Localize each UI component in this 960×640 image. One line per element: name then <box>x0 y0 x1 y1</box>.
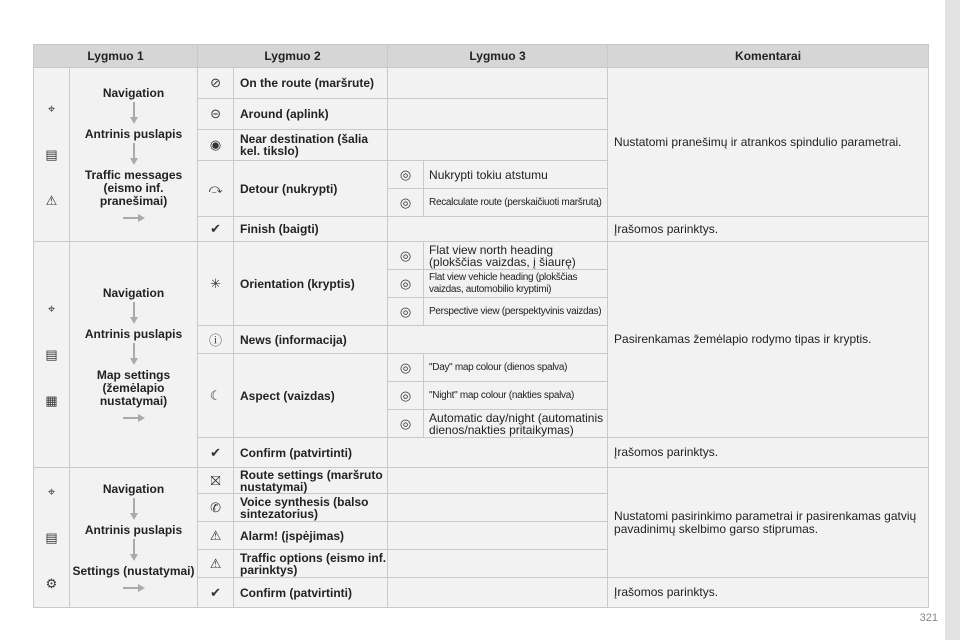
header-level-1: Lygmuo 1 <box>34 45 198 68</box>
navigation-icon: ⌖ <box>47 100 56 116</box>
level2-item: Traffic options (eismo inf. parinktys) <box>234 550 388 578</box>
menu-path <box>70 242 198 468</box>
arrow-down-icon <box>130 143 138 165</box>
navigation-icon: ⌖ <box>47 483 56 499</box>
level2-item: Detour (nukrypti) <box>234 161 388 217</box>
path-navigation: Navigation <box>102 86 165 100</box>
option-icon: ◎ <box>388 270 424 298</box>
level2-item: On the route (maršrute) <box>234 68 388 99</box>
detour-icon: ⤼ <box>198 161 234 217</box>
comment: Nustatomi pasirinkimo parametrai ir pasirenkamas gatvių pavadinimų skelbimo garso stiprumas. <box>608 468 929 578</box>
check-icon: ✔ <box>198 217 234 242</box>
path-leaf: Map settings (žemėlapio nustatymai) <box>96 368 171 408</box>
compass-icon: ✳ <box>198 242 234 326</box>
destination-icon: ◉ <box>198 130 234 161</box>
option-icon: ◎ <box>388 298 424 326</box>
empty-cell <box>388 217 608 242</box>
section-icons <box>34 242 70 468</box>
level2-item: Confirm (patvirtinti) <box>234 438 388 468</box>
level3-item: Flat view vehicle heading (plokščias vaizdas, automobilio kryptimi) <box>424 270 608 298</box>
empty-cell <box>388 68 608 99</box>
level2-item: Route settings (maršruto nustatymai) <box>234 468 388 494</box>
info-icon: ⓘ <box>198 326 234 354</box>
finish-comment: Įrašomos parinktys. <box>608 438 929 468</box>
empty-cell <box>388 494 608 522</box>
path-submenu: Antrinis puslapis <box>84 327 183 341</box>
route-icon: ⊘ <box>198 68 234 99</box>
submenu-icon: ▤ <box>45 146 58 162</box>
level3-item: "Night" map colour (nakties spalva) <box>424 382 608 410</box>
submenu-icon: ▤ <box>45 529 58 545</box>
level2-item: Near destination (šalia kel. tikslo) <box>234 130 388 161</box>
table-row <box>34 242 929 270</box>
menu-path <box>70 468 198 608</box>
level2-item: Aspect (vaizdas) <box>234 354 388 438</box>
header-level-3: Lygmuo 3 <box>388 45 608 68</box>
traffic-icon: ⚠ <box>45 192 58 208</box>
level3-item: Automatic day/night (automatinis dienos/nakties pritaikymas) <box>424 410 608 438</box>
empty-cell <box>388 550 608 578</box>
option-icon: ◎ <box>388 189 424 217</box>
settings-icon: ⚙ <box>45 575 58 591</box>
level3-item: Nukrypti tokiu atstumu <box>424 161 608 189</box>
path-navigation: Navigation <box>102 482 165 496</box>
empty-cell <box>388 326 608 354</box>
option-icon: ◎ <box>388 354 424 382</box>
level2-item: Finish (baigti) <box>234 217 388 242</box>
option-icon: ◎ <box>388 382 424 410</box>
day-night-icon: ☾ <box>198 354 234 438</box>
arrow-right-icon <box>123 414 145 422</box>
empty-cell <box>388 438 608 468</box>
option-icon: ◎ <box>388 410 424 438</box>
voice-icon: ✆ <box>198 494 234 522</box>
around-icon: ⊝ <box>198 99 234 130</box>
arrow-right-icon <box>123 214 145 222</box>
path-leaf: Traffic messages (eismo inf. pranešimai) <box>84 168 183 208</box>
comment: Pasirenkamas žemėlapio rodymo tipas ir kryptis. <box>608 242 929 438</box>
menu-path <box>70 68 198 242</box>
page-number: 321 <box>919 612 938 624</box>
check-icon: ✔ <box>198 578 234 608</box>
arrow-down-icon <box>130 102 138 124</box>
arrow-down-icon <box>130 302 138 324</box>
header-level-2: Lygmuo 2 <box>198 45 388 68</box>
path-submenu: Antrinis puslapis <box>84 127 183 141</box>
alarm-icon: ⚠ <box>198 522 234 550</box>
arrow-down-icon <box>130 498 138 520</box>
level2-item: Around (aplink) <box>234 99 388 130</box>
empty-cell <box>388 468 608 494</box>
empty-cell <box>388 130 608 161</box>
level3-item: Flat view north heading (plokščias vaizdas, į šiaurę) <box>424 242 608 270</box>
arrow-down-icon <box>130 343 138 365</box>
level2-item: News (informacija) <box>234 326 388 354</box>
check-icon: ✔ <box>198 438 234 468</box>
empty-cell <box>388 99 608 130</box>
empty-cell <box>388 522 608 550</box>
arrow-down-icon <box>130 539 138 561</box>
path-navigation: Navigation <box>102 286 165 300</box>
path-submenu: Antrinis puslapis <box>84 523 183 537</box>
option-icon: ◎ <box>388 242 424 270</box>
path-leaf: Settings (nustatymai) <box>72 564 195 578</box>
section-icons <box>34 468 70 608</box>
menu-table <box>33 44 929 608</box>
comment: Nustatomi pranešimų ir atrankos spindulio parametrai. <box>608 68 929 217</box>
level3-item: Perspective view (perspektyvinis vaizdas) <box>424 298 608 326</box>
arrow-right-icon <box>123 584 145 592</box>
level3-item: "Day" map colour (dienos spalva) <box>424 354 608 382</box>
map-grid-icon: ▦ <box>45 392 58 408</box>
table-row <box>34 68 929 99</box>
header-comments: Komentarai <box>608 45 929 68</box>
level2-item: Alarm! (įspėjimas) <box>234 522 388 550</box>
finish-comment: Įrašomos parinktys. <box>608 217 929 242</box>
submenu-icon: ▤ <box>45 346 58 362</box>
level2-item: Confirm (patvirtinti) <box>234 578 388 608</box>
finish-comment: Įrašomos parinktys. <box>608 578 929 608</box>
header-row <box>34 45 929 68</box>
level2-item: Voice synthesis (balso sintezatorius) <box>234 494 388 522</box>
route-settings-icon: ⛝ <box>198 468 234 494</box>
section-icons <box>34 68 70 242</box>
empty-cell <box>388 578 608 608</box>
right-margin-bar <box>945 0 960 640</box>
level3-item: Recalculate route (perskaičiuoti maršrutą) <box>424 189 608 217</box>
traffic-icon: ⚠ <box>198 550 234 578</box>
option-icon: ◎ <box>388 161 424 189</box>
table-row <box>34 468 929 494</box>
navigation-icon: ⌖ <box>47 300 56 316</box>
level2-item: Orientation (kryptis) <box>234 242 388 326</box>
